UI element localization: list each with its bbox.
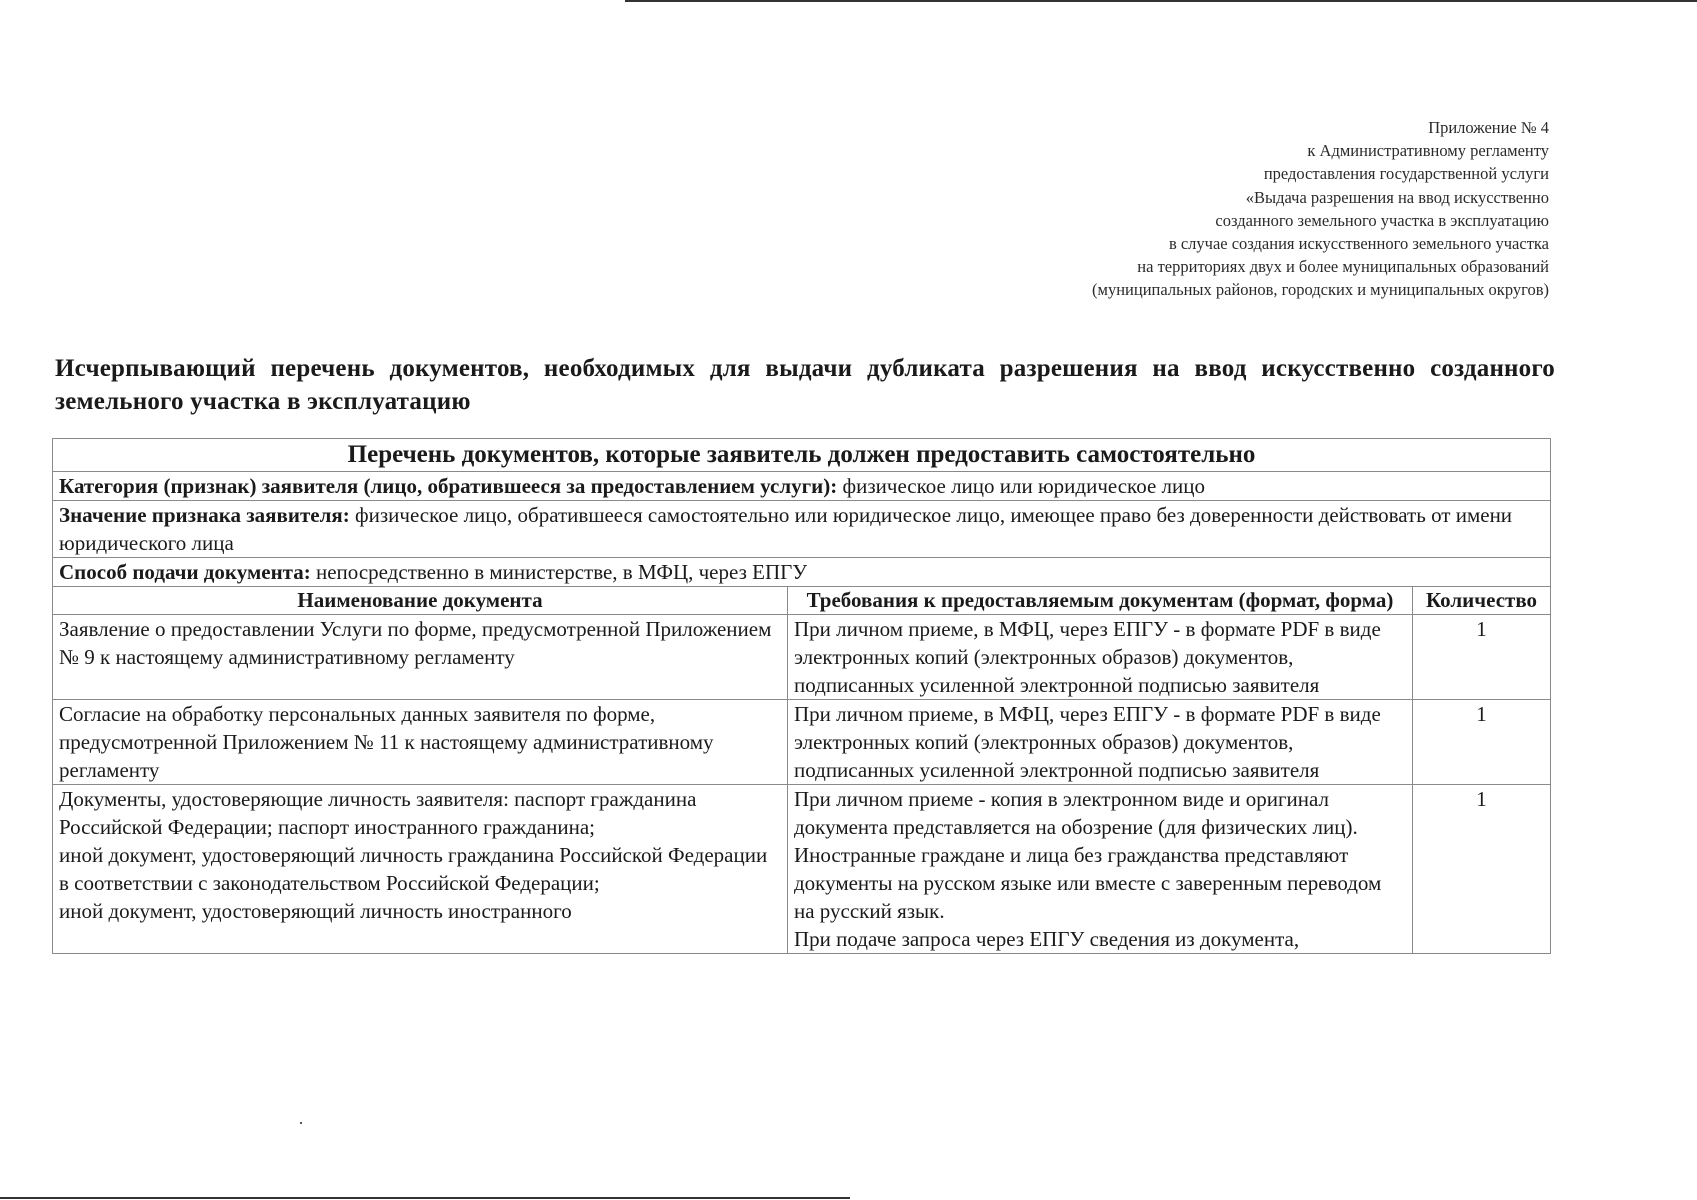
document-name: Согласие на обработку персональных данных заявителя по форме, предусмотренной Приложением № 11 к настоящему административному регламенту <box>59 702 714 782</box>
requirements-text: При личном приеме, в МФЦ, через ЕПГУ - в формате PDF в виде электронных копий (электронных образов) документов, подписанных усиленной электронной подписью заявителя <box>794 702 1381 782</box>
category-value: физическое лицо или юридическое лицо <box>837 474 1205 498</box>
appendix-header <box>849 116 1549 302</box>
section-title: Перечень документов, которые заявитель должен предоставить самостоятельно <box>53 439 1551 472</box>
requirements-cell <box>788 700 1413 785</box>
table-row <box>53 785 1551 954</box>
appendix-line: к Административному регламенту <box>1307 141 1549 161</box>
applicant-attribute <box>53 501 1551 558</box>
appendix-line: Приложение № 4 <box>1428 118 1549 137</box>
applicant-category <box>53 472 1551 501</box>
scan-edge-bottom <box>0 1197 850 1199</box>
attribute-label: Значение признака заявителя: <box>59 503 350 527</box>
scan-edge-top <box>625 0 1697 2</box>
document-name: Заявление о предоставлении Услуги по форме, предусмотренной Приложением № 9 к настоящему административному регламенту <box>59 617 772 669</box>
document-name-part: иной документ, удостоверяющий личность гражданина Российской Федерации в соответствии с законодательством Российской Федерации; <box>59 843 768 895</box>
column-header-requirements: Требования к предоставляемым документам (формат, форма) <box>788 587 1413 615</box>
category-label: Категория (признак) заявителя (лицо, обратившееся за предоставлением услуги): <box>59 474 838 498</box>
quantity-cell: 1 <box>1413 785 1551 954</box>
column-header-quantity: Количество <box>1413 587 1551 615</box>
requirements-part: При подаче запроса через ЕПГУ сведения из документа, <box>794 927 1300 951</box>
document-name-cell <box>53 615 788 700</box>
scan-speck <box>300 1122 302 1124</box>
quantity-cell: 1 <box>1413 700 1551 785</box>
method-value: непосредственно в министерстве, в МФЦ, через ЕПГУ <box>310 560 808 584</box>
requirements-cell <box>788 785 1413 954</box>
appendix-line: предоставления государственной услуги <box>1263 164 1549 184</box>
requirements-cell <box>788 615 1413 700</box>
requirements-part: При личном приеме - копия в электронном виде и оригинал документа представляется на обозрение (для физических лиц). <box>794 787 1358 839</box>
attribute-value: физическое лицо, обратившееся самостоятельно или юридическое лицо, имеющее право без доверенности действовать от имени юридического лица <box>59 503 1513 555</box>
requirements-part: Иностранные граждане и лица без гражданства представляют документы на русском языке или вместе с заверенным переводом на русский язык. <box>794 843 1382 923</box>
document-name-part: иной документ, удостоверяющий личность иностранного <box>59 899 572 923</box>
document-title: Исчерпывающий перечень документов, необходимых для выдачи дубликата разрешения на ввод искусственно созданного земельного участка в эксплуатацию <box>55 355 1555 415</box>
document-name-cell <box>53 785 788 954</box>
appendix-line: на территориях двух и более муниципальных образований <box>1137 257 1549 277</box>
requirements-text: При личном приеме, в МФЦ, через ЕПГУ - в формате PDF в виде электронных копий (электронных образов) документов, подписанных усиленной электронной подписью заявителя <box>794 617 1381 697</box>
appendix-line: созданного земельного участка в эксплуатацию <box>1215 210 1549 230</box>
table-row <box>53 615 1551 700</box>
submission-method <box>53 558 1551 587</box>
document-name-cell <box>53 700 788 785</box>
column-header-name: Наименование документа <box>53 587 788 615</box>
method-label: Способ подачи документа: <box>59 560 311 584</box>
quantity-cell: 1 <box>1413 615 1551 700</box>
table-row <box>53 700 1551 785</box>
appendix-line: «Выдача разрешения на ввод искусственно <box>1245 187 1549 207</box>
appendix-line: в случае создания искусственного земельного участка <box>1168 234 1549 254</box>
appendix-line: (муниципальных районов, городских и муниципальных округов) <box>1092 280 1549 300</box>
documents-table <box>52 438 1551 954</box>
document-name-part: Документы, удостоверяющие личность заявителя: паспорт гражданина Российской Федерации; паспорт иностранного гражданина; <box>59 787 697 839</box>
